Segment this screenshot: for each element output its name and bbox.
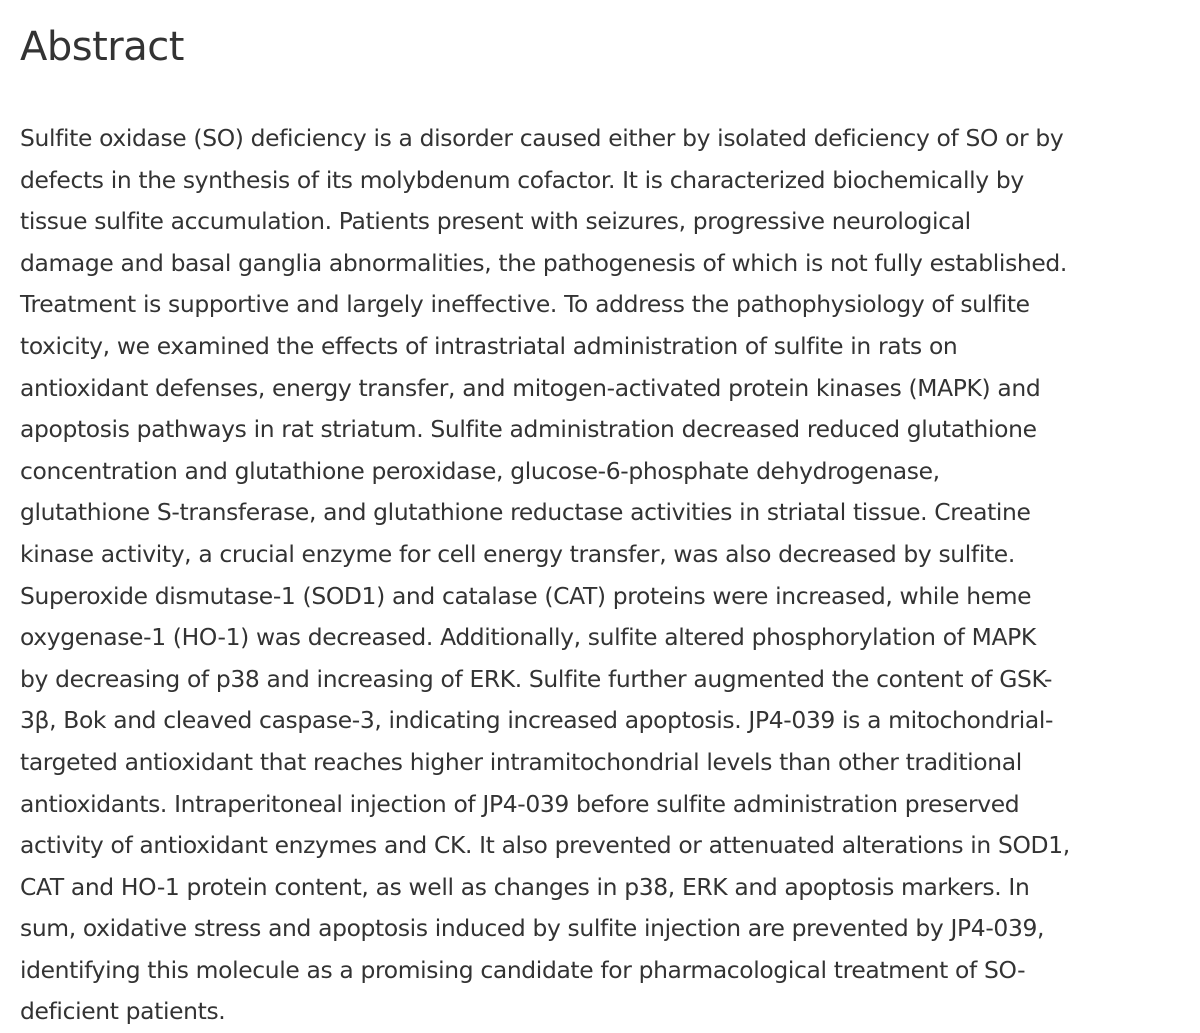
abstract-line: kinase activity, a crucial enzyme for cell energy transfer, was also decreased by sulfite. bbox=[20, 539, 1015, 568]
abstract-line: oxygenase-1 (HO-1) was decreased. Additionally, sulfite altered phosphorylation of MAPK bbox=[20, 623, 1036, 652]
abstract-line: sum, oxidative stress and apoptosis induced by sulfite injection are prevented by JP4-039, bbox=[20, 914, 1045, 943]
abstract-line: identifying this molecule as a promising candidate for pharmacological treatment of SO- bbox=[20, 955, 1026, 984]
abstract-line: deficient patients. bbox=[20, 997, 226, 1026]
abstract-line: Superoxide dismutase-1 (SOD1) and catalase (CAT) proteins were increased, while heme bbox=[20, 581, 1032, 610]
abstract-line: glutathione S-transferase, and glutathione reductase activities in striatal tissue. Creatine bbox=[20, 498, 1031, 527]
abstract-heading: Abstract bbox=[20, 24, 184, 70]
abstract-section bbox=[20, 0, 1185, 1033]
abstract-line: 3β, Bok and cleaved caspase-3, indicating increased apoptosis. JP4-039 is a mitochondrial- bbox=[20, 706, 1054, 735]
abstract-line: antioxidants. Intraperitoneal injection of JP4-039 before sulfite administration preserved bbox=[20, 789, 1020, 818]
abstract-line: Treatment is supportive and largely ineffective. To address the pathophysiology of sulfite bbox=[20, 290, 1030, 319]
abstract-line: by decreasing of p38 and increasing of ERK. Sulfite further augmented the content of GSK- bbox=[20, 664, 1053, 693]
abstract-line: concentration and glutathione peroxidase, glucose-6-phosphate dehydrogenase, bbox=[20, 456, 940, 485]
abstract-body bbox=[20, 118, 1185, 1033]
abstract-line: activity of antioxidant enzymes and CK. It also prevented or attenuated alterations in SOD1, bbox=[20, 831, 1070, 860]
abstract-line: antioxidant defenses, energy transfer, and mitogen-activated protein kinases (MAPK) and bbox=[20, 373, 1041, 402]
abstract-line: tissue sulfite accumulation. Patients present with seizures, progressive neurological bbox=[20, 207, 971, 236]
abstract-line: damage and basal ganglia abnormalities, the pathogenesis of which is not fully established. bbox=[20, 248, 1068, 277]
abstract-line: toxicity, we examined the effects of intrastriatal administration of sulfite in rats on bbox=[20, 331, 958, 360]
abstract-line: defects in the synthesis of its molybdenum cofactor. It is characterized biochemically by bbox=[20, 165, 1024, 194]
abstract-line: apoptosis pathways in rat striatum. Sulfite administration decreased reduced glutathione bbox=[20, 415, 1037, 444]
abstract-line: targeted antioxidant that reaches higher intramitochondrial levels than other traditional bbox=[20, 747, 1022, 776]
abstract-line: Sulfite oxidase (SO) deficiency is a disorder caused either by isolated deficiency of SO or by bbox=[20, 124, 1064, 152]
abstract-line: CAT and HO-1 protein content, as well as changes in p38, ERK and apoptosis markers. In bbox=[20, 872, 1030, 901]
